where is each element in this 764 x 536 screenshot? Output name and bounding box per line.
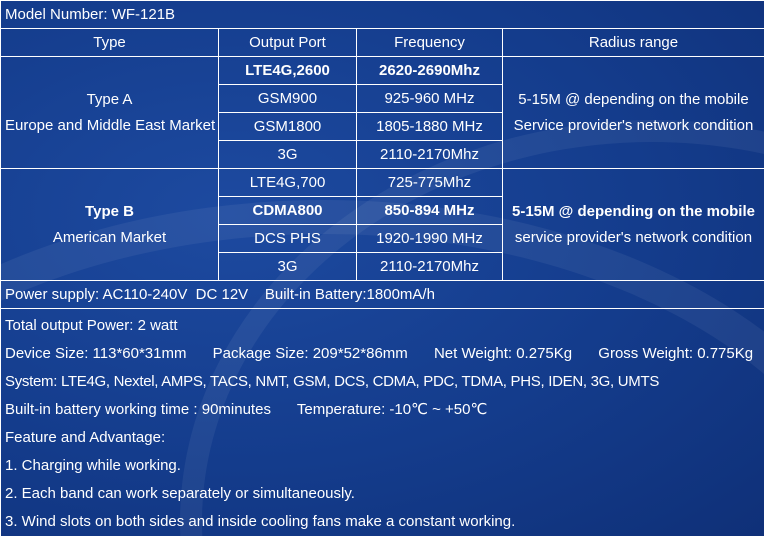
type-b-radius-cell	[503, 169, 764, 281]
header-frequency: Frequency	[357, 29, 503, 57]
type-b-market: American Market	[52, 229, 167, 246]
specs-block	[1, 309, 764, 536]
power-supply: Power supply: AC110-240V DC 12V Built-in Battery:1800mA/h	[1, 281, 764, 309]
size-weight-line	[5, 340, 760, 368]
frequency-cell: 2110-2170Mhz	[357, 253, 503, 281]
supported-systems: System: LTE4G, Nextel, AMPS, TACS, NMT, GSM, DCS, CDMA, PDC, TDMA, PHS, IDEN, 3G, UMTS	[5, 373, 660, 390]
model-number: Model Number: WF-121B	[1, 1, 764, 29]
feature-item: 1. Charging while working.	[5, 457, 181, 474]
frequency-cell: 725-775Mhz	[357, 169, 503, 197]
header-type: Type	[1, 29, 219, 57]
port-cell: GSM900	[219, 85, 357, 113]
frequency-cell: 850-894 MHz	[357, 197, 503, 225]
frequency-cell: 925-960 MHz	[357, 85, 503, 113]
device-size: Device Size: 113*60*31mm	[5, 345, 187, 362]
type-a-name: Type A	[86, 91, 133, 108]
temperature-range: Temperature: -10℃ ~ +50℃	[296, 401, 488, 418]
feature-item: 2. Each band can work separately or simultaneously.	[5, 485, 355, 502]
radius-line: service provider's network condition	[514, 229, 753, 246]
battery-working-time: Built-in battery working time : 90minutes	[5, 401, 271, 418]
battery-temperature-line	[5, 396, 760, 424]
type-b-cell	[1, 169, 219, 281]
port-cell: 3G	[219, 253, 357, 281]
frequency-cell: 2110-2170Mhz	[357, 141, 503, 169]
radius-line: 5-15M @ depending on the mobile	[512, 203, 755, 220]
net-weight: Net Weight: 0.275Kg	[433, 345, 573, 362]
frequency-cell: 1805-1880 MHz	[357, 113, 503, 141]
feature-item: 3. Wind slots on both sides and inside cooling fans make a constant working.	[5, 513, 516, 530]
port-cell: LTE4G,700	[219, 169, 357, 197]
package-size: Package Size: 209*52*86mm	[212, 345, 408, 362]
header-radius-range: Radius range	[503, 29, 764, 57]
port-cell: DCS PHS	[219, 225, 357, 253]
gross-weight: Gross Weight: 0.775Kg	[598, 345, 754, 362]
port-cell: CDMA800	[219, 197, 357, 225]
port-cell: 3G	[219, 141, 357, 169]
frequency-cell: 2620-2690Mhz	[357, 57, 503, 85]
type-a-radius-cell	[503, 57, 764, 169]
radius-line: Service provider's network condition	[513, 117, 754, 134]
port-cell: GSM1800	[219, 113, 357, 141]
type-a-market: Europe and Middle East Market	[5, 117, 216, 134]
feature-heading: Feature and Advantage:	[5, 429, 166, 446]
header-output-port: Output Port	[219, 29, 357, 57]
port-cell: LTE4G,2600	[219, 57, 357, 85]
total-output-power: Total output Power: 2 watt	[5, 317, 178, 334]
type-a-cell	[1, 57, 219, 169]
type-b-name: Type B	[85, 203, 134, 220]
radius-line: 5-15M @ depending on the mobile	[518, 91, 749, 108]
frequency-cell: 1920-1990 MHz	[357, 225, 503, 253]
